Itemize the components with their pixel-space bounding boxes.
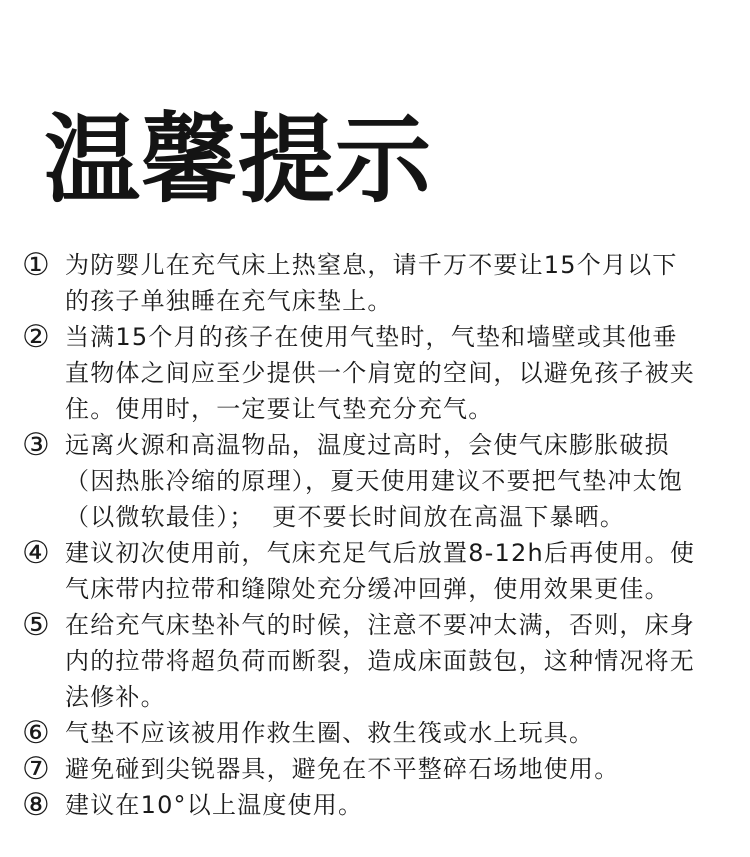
tip-line: 气垫不应该被用作救生圈、救生筏或水上玩具。 xyxy=(65,719,595,747)
tip-number-2: ② xyxy=(22,319,50,355)
tip-line: 的孩子单独睡在充气床垫上。 xyxy=(65,287,393,315)
tip-number-6: ⑥ xyxy=(22,715,50,751)
tip-item-3 xyxy=(22,427,737,535)
tip-line: 气床带内拉带和缝隙处充分缓冲回弹，使用效果更佳。 xyxy=(65,575,670,603)
tip-line: （以微软最佳）； 更不要长时间放在高温下暴晒。 xyxy=(65,503,626,531)
tip-number-3: ③ xyxy=(22,427,50,463)
tip-text-8 xyxy=(65,787,363,823)
tip-item-2 xyxy=(22,319,737,427)
tip-number-1: ① xyxy=(22,247,50,283)
tip-line: （因热胀冷缩的原理），夏天使用建议不要把气垫冲太饱 xyxy=(65,467,683,495)
tip-number-4: ④ xyxy=(22,535,50,571)
tip-item-6 xyxy=(22,715,737,751)
tip-line: 直物体之间应至少提供一个肩宽的空间，以避免孩子被夹 xyxy=(65,359,695,387)
tip-item-7 xyxy=(22,751,737,787)
tip-line: 法修补。 xyxy=(65,683,166,711)
tip-line: 建议初次使用前，气床充足气后放置8-12h后再使用。使 xyxy=(65,539,696,567)
tip-text-1 xyxy=(65,247,678,319)
tip-line: 内的拉带将超负荷而断裂，造成床面鼓包，这种情况将无 xyxy=(65,647,695,675)
tips-list xyxy=(22,247,737,823)
tip-text-3 xyxy=(65,427,683,535)
tip-line: 住。使用时，一定要让气垫充分充气。 xyxy=(65,395,494,423)
tip-text-2 xyxy=(65,319,695,427)
tip-text-7 xyxy=(65,751,619,787)
tip-line: 为防婴儿在充气床上热窒息，请千万不要让15个月以下 xyxy=(65,251,678,279)
tip-item-8 xyxy=(22,787,737,823)
tip-item-4 xyxy=(22,535,737,607)
tip-item-5 xyxy=(22,607,737,715)
tip-line: 避免碰到尖锐器具，避免在不平整碎石场地使用。 xyxy=(65,755,620,783)
tip-line: 在给充气床垫补气的时候，注意不要冲太满，否则，床身 xyxy=(65,611,695,639)
tip-line: 远离火源和高温物品，温度过高时，会使气床膨胀破损 xyxy=(65,431,670,459)
page-title: 温馨提示 xyxy=(44,104,432,216)
tip-number-8: ⑧ xyxy=(22,787,50,823)
tip-text-5 xyxy=(65,607,695,715)
tip-line: 建议在10°以上温度使用。 xyxy=(65,791,364,819)
tip-item-1 xyxy=(22,247,737,319)
tip-text-4 xyxy=(65,535,695,607)
tip-line: 当满15个月的孩子在使用气垫时，气垫和墙壁或其他垂 xyxy=(65,323,678,351)
tip-number-5: ⑤ xyxy=(22,607,50,643)
tip-number-7: ⑦ xyxy=(22,751,50,787)
tip-text-6 xyxy=(65,715,594,751)
